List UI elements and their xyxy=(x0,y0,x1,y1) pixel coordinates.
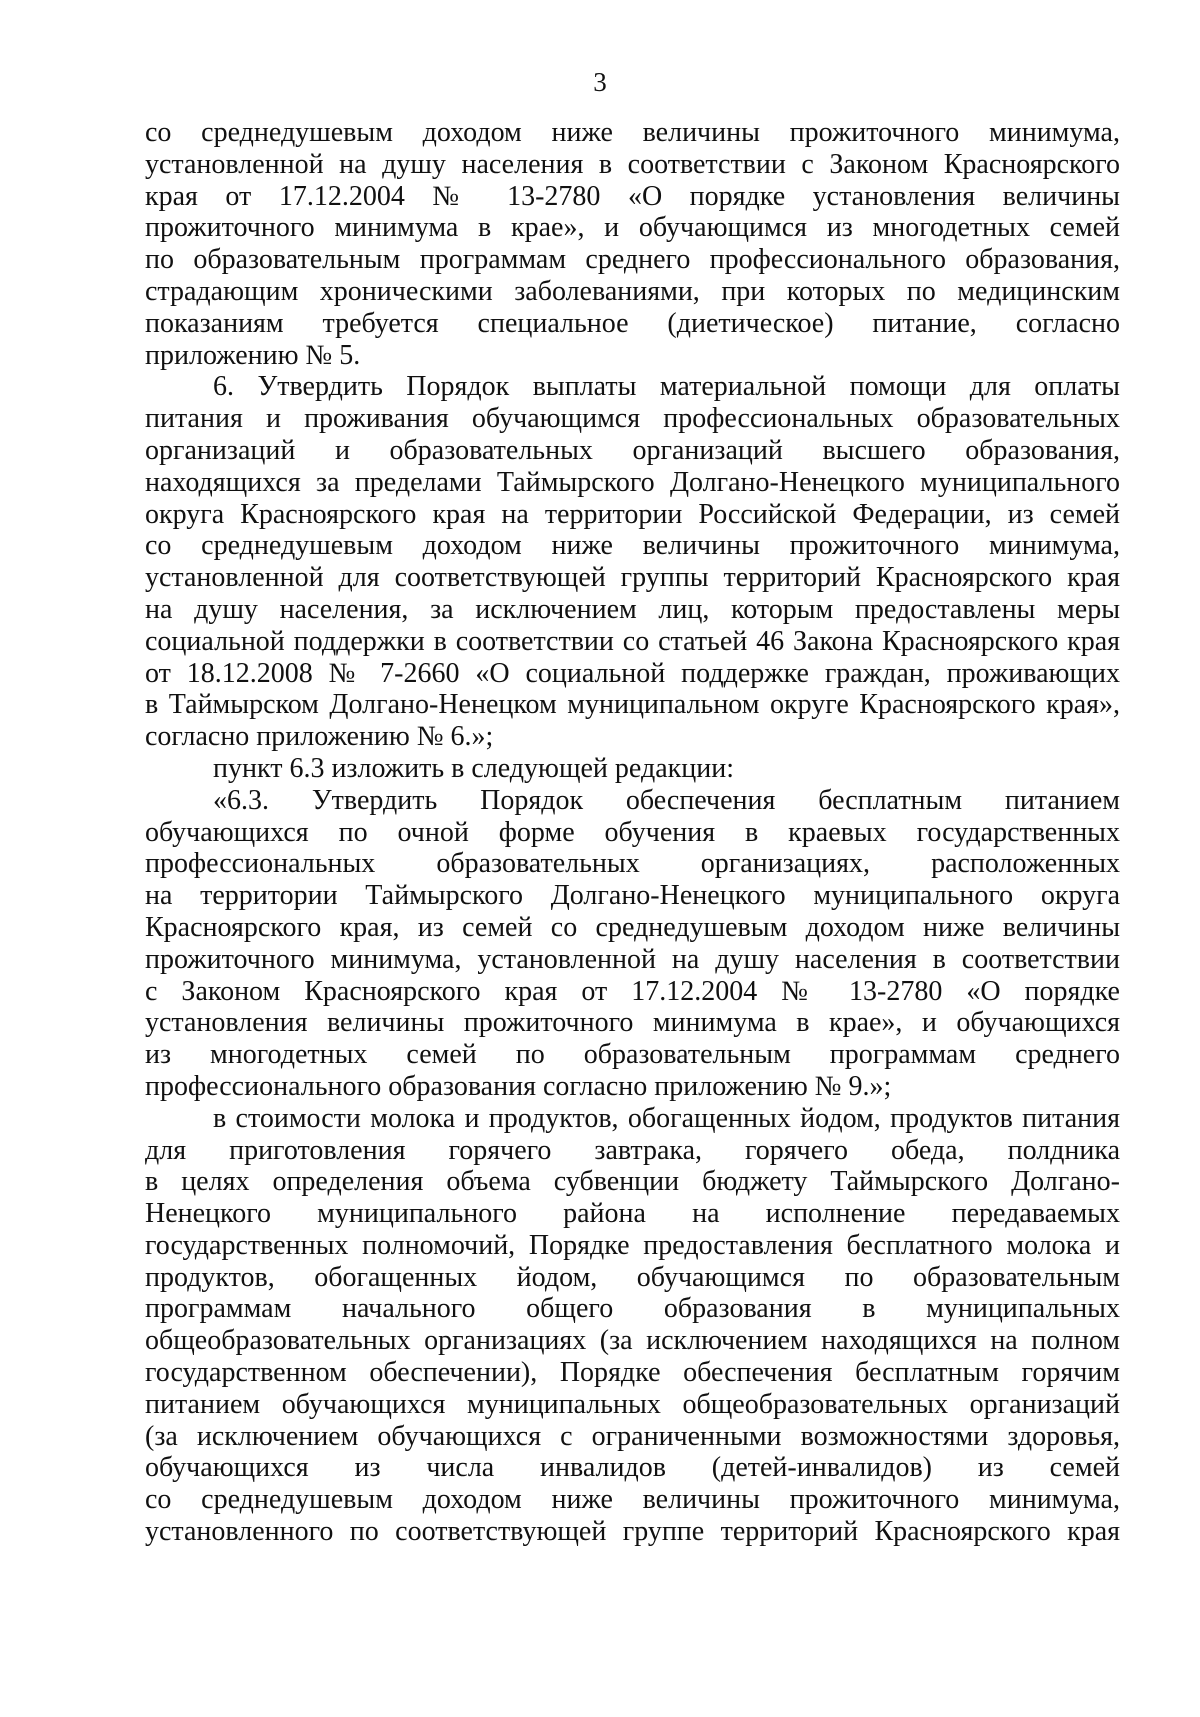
text-line: обучающихся по очной форме обучения в краевых государственных xyxy=(145,816,1120,848)
text-line: питанием обучающихся муниципальных общеобразовательных организаций xyxy=(145,1388,1120,1420)
text-line: на территории Таймырского Долгано-Ненецкого муниципального округа xyxy=(145,880,1120,912)
text-line: 6. Утвердить Порядок выплаты материальной помощи для оплаты xyxy=(213,371,1120,403)
page-number: 3 xyxy=(593,67,607,97)
text-line: установленной на душу населения в соответствии с Законом Красноярского xyxy=(145,148,1120,180)
text-line: округа Красноярского края на территории Российской Федерации, из семей xyxy=(145,498,1120,530)
text-line: профессиональных образовательных организациях, расположенных xyxy=(145,848,1120,880)
text-line: в Таймырском Долгано-Ненецком муниципальном округе Красноярского края», xyxy=(145,689,1120,721)
text-line: установленной для соответствующей группы территорий Красноярского края xyxy=(145,562,1120,594)
text-line: Ненецкого муниципального района на исполнение передаваемых xyxy=(145,1198,1120,1230)
text-line: с Законом Красноярского края от 17.12.2004 № 13-2780 «О порядке xyxy=(145,975,1120,1007)
text-line: приложению № 5. xyxy=(145,339,361,371)
text-line: государственном обеспечении), Порядке обеспечения бесплатным горячим xyxy=(145,1357,1120,1389)
text-line: со среднедушевым доходом ниже величины прожиточного минимума, xyxy=(145,530,1120,562)
text-line: продуктов, обогащенных йодом, обучающимся по образовательным xyxy=(145,1261,1120,1293)
text-line: страдающим хроническими заболеваниями, при которых по медицинским xyxy=(145,275,1120,307)
text-line: установления величины прожиточного минимума в крае», и обучающихся xyxy=(145,1007,1120,1039)
text-line: со среднедушевым доходом ниже величины прожиточного минимума, xyxy=(145,1484,1120,1516)
text-line: в целях определения объема субвенции бюджету Таймырского Долгано- xyxy=(145,1166,1120,1198)
text-line: из многодетных семей по образовательным программам среднего xyxy=(145,1039,1120,1071)
text-line: прожиточного минимума в крае», и обучающимся из многодетных семей xyxy=(145,212,1120,244)
text-line: для приготовления горячего завтрака, горячего обеда, полдника xyxy=(145,1134,1120,1166)
text-line: обучающихся из числа инвалидов (детей-инвалидов) из семей xyxy=(145,1452,1120,1484)
text-line: от 18.12.2008 № 7-2660 «О социальной поддержке граждан, проживающих xyxy=(145,657,1120,689)
text-line: программам начального общего образования в муниципальных xyxy=(145,1293,1120,1325)
text-line: находящихся за пределами Таймырского Долгано-Ненецкого муниципального xyxy=(145,466,1120,498)
text-line: (за исключением обучающихся с ограниченными возможностями здоровья, xyxy=(145,1420,1120,1452)
text-line: на душу населения, за исключением лиц, которым предоставлены меры xyxy=(145,593,1120,625)
text-line: показаниям требуется специальное (диетическое) питание, согласно xyxy=(145,307,1120,339)
document-body xyxy=(145,117,1120,1548)
text-line: в стоимости молока и продуктов, обогащенных йодом, продуктов питания xyxy=(213,1102,1120,1134)
text-line: социальной поддержки в соответствии со статьей 46 Закона Красноярского края xyxy=(145,625,1120,657)
text-line: организаций и образовательных организаций высшего образования, xyxy=(145,434,1120,466)
text-line: Красноярского края, из семей со среднедушевым доходом ниже величины xyxy=(145,911,1120,943)
text-line: «6.3. Утвердить Порядок обеспечения бесплатным питанием xyxy=(213,784,1120,816)
text-line: по образовательным программам среднего профессионального образования, xyxy=(145,244,1120,276)
text-line: профессионального образования согласно приложению № 9.»; xyxy=(145,1070,892,1102)
text-line: общеобразовательных организациях (за исключением находящихся на полном xyxy=(145,1325,1120,1357)
text-line: пункт 6.3 изложить в следующей редакции: xyxy=(213,752,734,784)
text-line: прожиточного минимума, установленной на душу населения в соответствии xyxy=(145,943,1120,975)
text-line: края от 17.12.2004 № 13-2780 «О порядке установления величины xyxy=(145,180,1120,212)
text-line: установленного по соответствующей группе территорий Красноярского края xyxy=(145,1516,1120,1548)
text-line: согласно приложению № 6.»; xyxy=(145,721,494,753)
text-line: государственных полномочий, Порядке предоставления бесплатного молока и xyxy=(145,1229,1120,1261)
text-line: питания и проживания обучающимся профессиональных образовательных xyxy=(145,403,1120,435)
text-line: со среднедушевым доходом ниже величины прожиточного минимума, xyxy=(145,117,1120,148)
